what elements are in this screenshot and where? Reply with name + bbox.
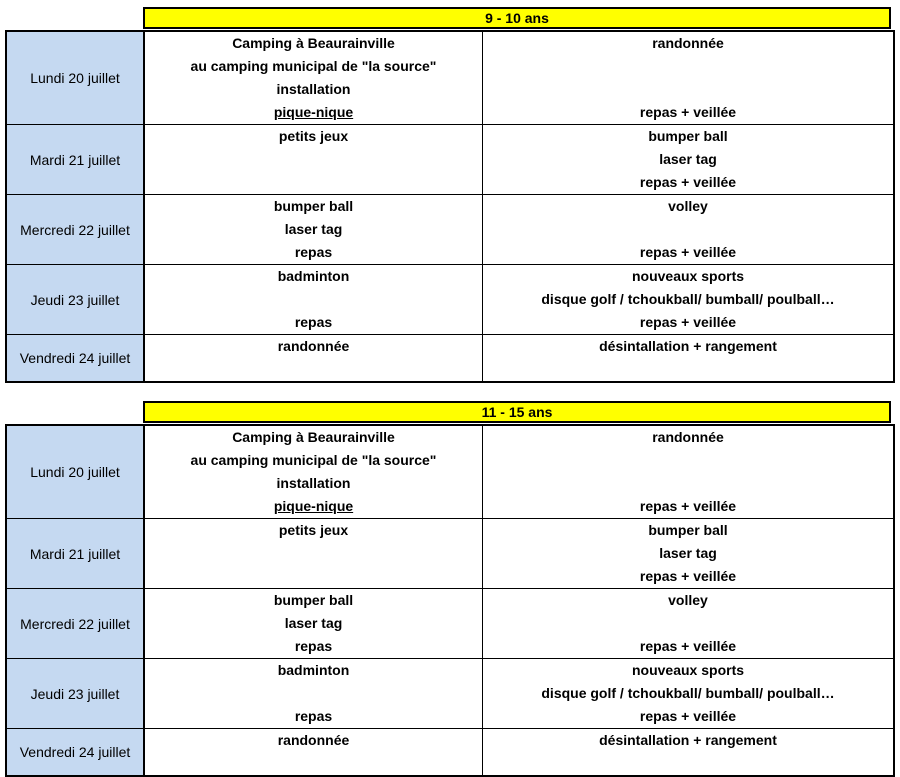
table-row	[6, 729, 894, 777]
afternoon-activity-cell	[483, 659, 895, 729]
activity-line: laser tag	[284, 615, 343, 631]
morning-activity-cell	[144, 125, 483, 195]
activity-line: désintallation + rangement	[599, 732, 777, 748]
afternoon-activity-cell	[483, 335, 895, 383]
activity-line: randonnée	[652, 429, 724, 445]
activity-line	[483, 752, 893, 775]
activity-line	[483, 472, 893, 495]
table-row	[6, 425, 894, 519]
schedule-table	[5, 424, 895, 777]
schedule-table	[5, 30, 895, 383]
activity-line	[145, 148, 482, 171]
activity-line: repas + veillée	[639, 708, 737, 724]
activity-line: repas + veillée	[639, 314, 737, 330]
morning-activity-cell	[144, 265, 483, 335]
activity-line	[483, 218, 893, 241]
afternoon-activity-cell	[483, 729, 895, 777]
activity-line	[145, 288, 482, 311]
activity-line	[145, 682, 482, 705]
activity-line: repas	[294, 244, 333, 260]
activity-line: badminton	[277, 268, 350, 284]
afternoon-activity-cell	[483, 589, 895, 659]
activity-line: repas + veillée	[639, 174, 737, 190]
activity-line: installation	[276, 475, 351, 491]
activity-line: disque golf / tchoukball/ bumball/ poulball…	[541, 685, 835, 701]
activity-line: repas	[294, 708, 333, 724]
activity-line: au camping municipal de "la source"	[190, 58, 437, 74]
afternoon-activity-cell	[483, 425, 895, 519]
table-row	[6, 519, 894, 589]
activity-line: repas + veillée	[639, 104, 737, 120]
activity-line: repas	[294, 638, 333, 654]
activity-line: laser tag	[659, 545, 717, 561]
activity-line: Camping à Beaurainville	[232, 35, 395, 51]
table-row	[6, 659, 894, 729]
activity-line: repas + veillée	[639, 244, 737, 260]
table-row	[6, 195, 894, 265]
activity-line: bumper ball	[273, 592, 354, 608]
activity-line	[483, 449, 893, 472]
activity-line: laser tag	[659, 151, 717, 167]
table-row	[6, 589, 894, 659]
activity-line	[483, 358, 893, 381]
table-row	[6, 31, 894, 125]
activity-line	[483, 78, 893, 101]
afternoon-activity-cell	[483, 519, 895, 589]
afternoon-activity-cell	[483, 195, 895, 265]
activity-line: nouveaux sports	[631, 268, 745, 284]
activity-line	[483, 55, 893, 78]
activity-line: randonnée	[277, 732, 350, 748]
activity-line	[145, 171, 482, 194]
activity-line: repas + veillée	[639, 638, 737, 654]
activity-line: petits jeux	[278, 128, 349, 144]
activity-line: laser tag	[284, 221, 343, 237]
activity-line: désintallation + rangement	[599, 338, 777, 354]
activity-line: bumper ball	[648, 128, 728, 144]
activity-line: badminton	[277, 662, 350, 678]
morning-activity-cell	[144, 729, 483, 777]
activity-line: repas + veillée	[639, 498, 737, 514]
morning-activity-cell	[144, 659, 483, 729]
day-cell: Mardi 21 juillet	[6, 125, 144, 195]
activity-line: randonnée	[652, 35, 724, 51]
day-cell: Jeudi 23 juillet	[6, 659, 144, 729]
day-cell: Lundi 20 juillet	[6, 31, 144, 125]
day-cell: Jeudi 23 juillet	[6, 265, 144, 335]
day-cell: Vendredi 24 juillet	[6, 335, 144, 383]
day-cell: Mardi 21 juillet	[6, 519, 144, 589]
activity-line	[145, 358, 482, 381]
afternoon-activity-cell	[483, 31, 895, 125]
activity-line	[145, 752, 482, 775]
activity-line: petits jeux	[278, 522, 349, 538]
morning-activity-cell	[144, 31, 483, 125]
afternoon-activity-cell	[483, 265, 895, 335]
activity-line: au camping municipal de "la source"	[190, 452, 437, 468]
table-row	[6, 125, 894, 195]
activity-line: volley	[668, 198, 708, 214]
day-cell: Mercredi 22 juillet	[6, 589, 144, 659]
day-cell: Vendredi 24 juillet	[6, 729, 144, 777]
activity-line: nouveaux sports	[631, 662, 745, 678]
activity-line: volley	[668, 592, 708, 608]
activity-line: randonnée	[277, 338, 350, 354]
age-group-header: 11 - 15 ans	[143, 401, 891, 423]
activity-line: installation	[276, 81, 351, 97]
activity-line: pique-nique	[273, 104, 354, 120]
morning-activity-cell	[144, 425, 483, 519]
morning-activity-cell	[144, 195, 483, 265]
morning-activity-cell	[144, 519, 483, 589]
age-group-header: 9 - 10 ans	[143, 7, 891, 29]
activity-line	[145, 542, 482, 565]
table-row	[6, 335, 894, 383]
activity-line: disque golf / tchoukball/ bumball/ poulball…	[541, 291, 835, 307]
activity-line: bumper ball	[648, 522, 728, 538]
morning-activity-cell	[144, 335, 483, 383]
activity-line	[145, 565, 482, 588]
activity-line: Camping à Beaurainville	[232, 429, 395, 445]
activity-line	[483, 612, 893, 635]
day-cell: Lundi 20 juillet	[6, 425, 144, 519]
morning-activity-cell	[144, 589, 483, 659]
activity-line: pique-nique	[273, 498, 354, 514]
activity-line: repas	[294, 314, 333, 330]
activity-line: bumper ball	[273, 198, 354, 214]
activity-line: repas + veillée	[639, 568, 737, 584]
table-row	[6, 265, 894, 335]
day-cell: Mercredi 22 juillet	[6, 195, 144, 265]
afternoon-activity-cell	[483, 125, 895, 195]
